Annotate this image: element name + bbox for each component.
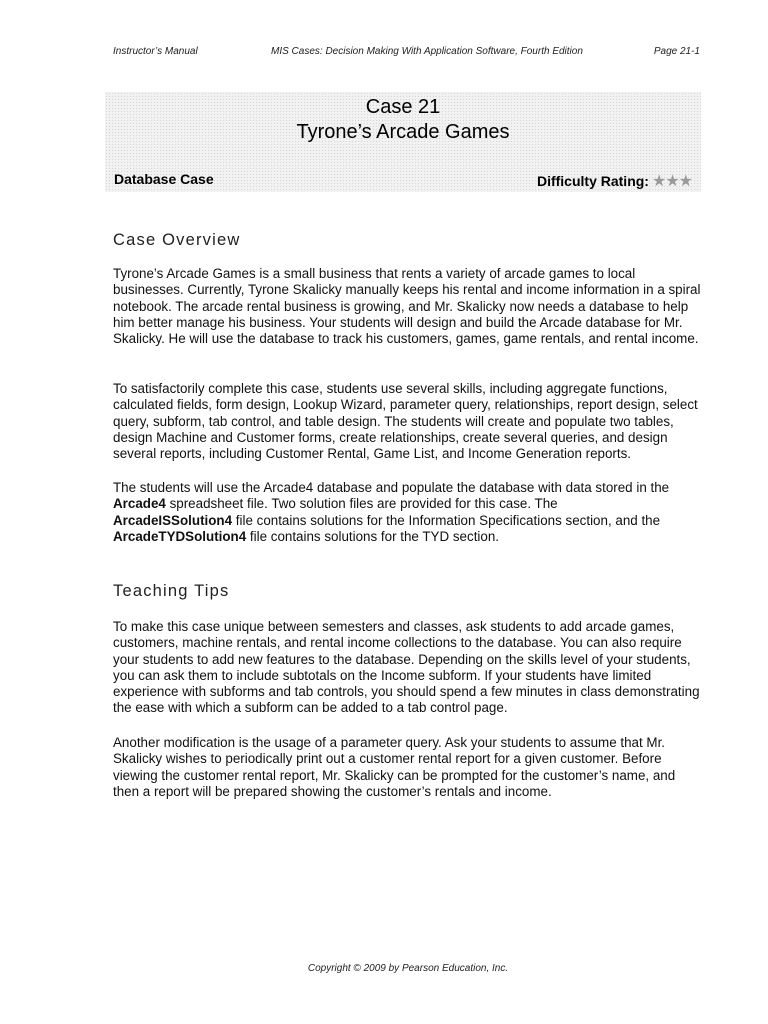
- difficulty-rating: [537, 171, 692, 191]
- p3-text-4: file contains solutions for the TYD section.: [246, 528, 500, 544]
- tyd-solution-file-name: ArcadeTYDSolution4: [113, 528, 247, 544]
- case-type-label: Database Case: [114, 171, 214, 187]
- case-number: Case 21: [365, 96, 441, 118]
- p3-text-1: The students will use the Arcade4 database and populate the database with data stored in the: [113, 480, 670, 495]
- difficulty-stars-icon: ★★★: [651, 173, 692, 190]
- header-page-number: Page 21-1: [653, 46, 700, 57]
- is-solution-file-name: ArcadeISSolution4: [113, 512, 233, 528]
- overview-paragraph-1: Tyrone’s Arcade Games is a small business that rents a variety of arcade games to local businesses. Currently, Tyrone Skalicky manually keeps his rental and income information in a spiral notebook. The arcade rental business is growing, and Mr. Skalicky now needs a database to help him better manage his business. Your students will design and build the Arcade database for Mr. Skalicky. He will use the database to track his customers, games, game rentals, and rental income.: [113, 266, 701, 347]
- tips-paragraph-1: To make this case unique between semesters and classes, ask students to add arcade games, customers, machine rentals, and rental income collections to the database. You can also require your students to add new features to the database. Depending on the skills level of your students, you can ask them to include subtotals on the Income subform. If your students have limited experience with subforms and tab controls, you should spend a few minutes in class demonstrating the ease with which a subform can be added to a tab control page.: [113, 619, 700, 716]
- header-book-title: MIS Cases: Decision Making With Application Software, Fourth Edition: [271, 46, 583, 57]
- tips-paragraph-2: Another modification is the usage of a parameter query. Ask your students to assume that Mr. Skalicky wishes to periodically print out a customer rental report for a given customer. Before viewing the customer rental report, Mr. Skalicky can be prompted for the customer’s name, and then a report will be prepared showing the customer’s rentals and income.: [113, 735, 676, 799]
- difficulty-label: Difficulty Rating:: [536, 173, 649, 189]
- overview-paragraph-3: [113, 480, 703, 545]
- case-title: Tyrone’s Arcade Games: [296, 121, 510, 143]
- teaching-tips-heading: Teaching Tips: [113, 582, 230, 600]
- p3-text-3: file contains solutions for the Information Specifications section, and the: [232, 512, 661, 528]
- case-title-box: [105, 92, 701, 192]
- p3-text-2: spreadsheet file. Two solution files are provided for this case. The: [165, 496, 558, 512]
- header-manual-label: Instructor’s Manual: [113, 46, 198, 57]
- case-overview-heading: Case Overview: [113, 231, 241, 249]
- copyright-footer: Copyright © 2009 by Pearson Education, Inc.: [307, 963, 509, 974]
- overview-paragraph-2: To satisfactorily complete this case, students use several skills, including aggregate functions, calculated fields, form design, Lookup Wizard, parameter query, relationships, report design, select query, subform, tab control, and table design. The students will create and populate two tables, design Machine and Customer forms, create relationships, create several queries, and design several reports, including Customer Rental, Game List, and Income Generation reports.: [113, 381, 698, 462]
- arcade4-file-name: Arcade4: [113, 496, 166, 512]
- running-header: [113, 46, 700, 60]
